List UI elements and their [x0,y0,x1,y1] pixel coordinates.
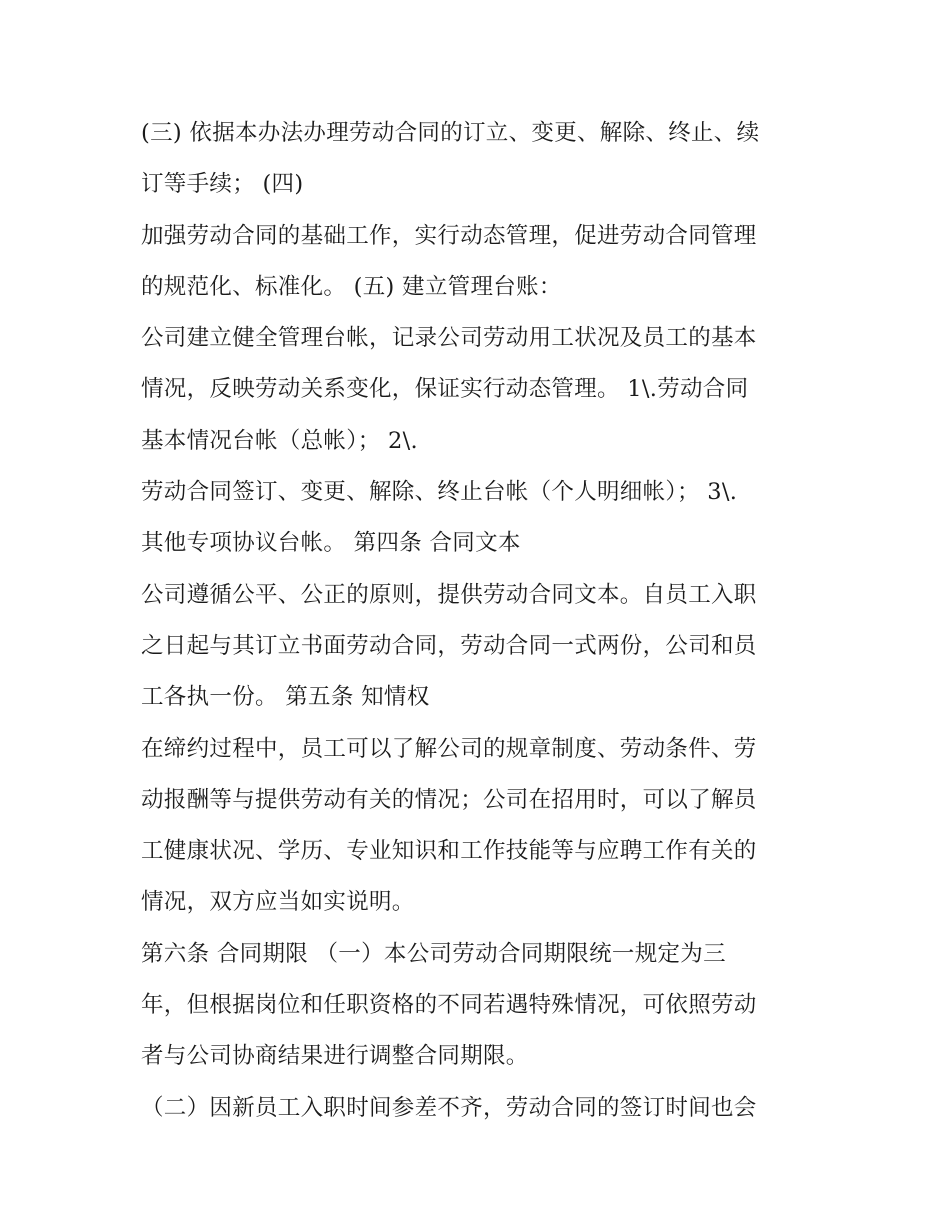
text-line: 的规范化、标准化。 (五) 建立管理台账： [141,273,562,300]
text-line: 加强劳动合同的基础工作，实行动态管理，促进劳动合同管理 [141,222,757,249]
text-line: 公司遵循公平、公正的原则，提供劳动合同文本。自员工入职 [141,581,757,608]
text-line: (三) 依据本办法办理劳动合同的订立、变更、解除、终止、续 [141,120,760,146]
text-line: 者与公司协商结果进行调整合同期限。 [141,1043,529,1070]
text-line: 工健康状况、学历、专业知识和工作技能等与应聘工作有关的 [141,838,757,865]
text-line: 基本情况台帐（总帐）； 2\. [141,427,418,454]
document-body [141,108,821,1134]
text-line: 年，但根据岗位和任职资格的不同若遇特殊情况，可依照劳动 [141,992,757,1019]
text-line: 情况，反映劳动关系变化，保证实行动态管理。 1\.劳动合同 [141,376,749,403]
text-line: 之日起与其订立书面劳动合同，劳动合同一式两份，公司和员 [141,632,757,659]
text-line: 订等手续； (四) [141,171,304,198]
text-line: 情况，双方应当如实说明。 [141,889,415,916]
text-line: 公司建立健全管理台帐，记录公司劳动用工状况及员工的基本 [141,325,757,352]
text-line: 第六条 合同期限 （一）本公司劳动合同期限统一规定为三 [141,940,726,967]
text-line: （二）因新员工入职时间参差不齐，劳动合同的签订时间也会 [141,1094,757,1121]
text-line: 工各执一份。 第五条 知情权 [141,684,430,711]
text-line: 劳动合同签订、变更、解除、终止台帐（个人明细帐）； 3\. [141,479,738,506]
text-line: 在缔约过程中，员工可以了解公司的规章制度、劳动条件、劳 [141,735,757,762]
text-line: 动报酬等与提供劳动有关的情况；公司在招用时，可以了解员 [141,786,757,813]
text-line: 其他专项协议台帐。 第四条 合同文本 [141,530,521,557]
